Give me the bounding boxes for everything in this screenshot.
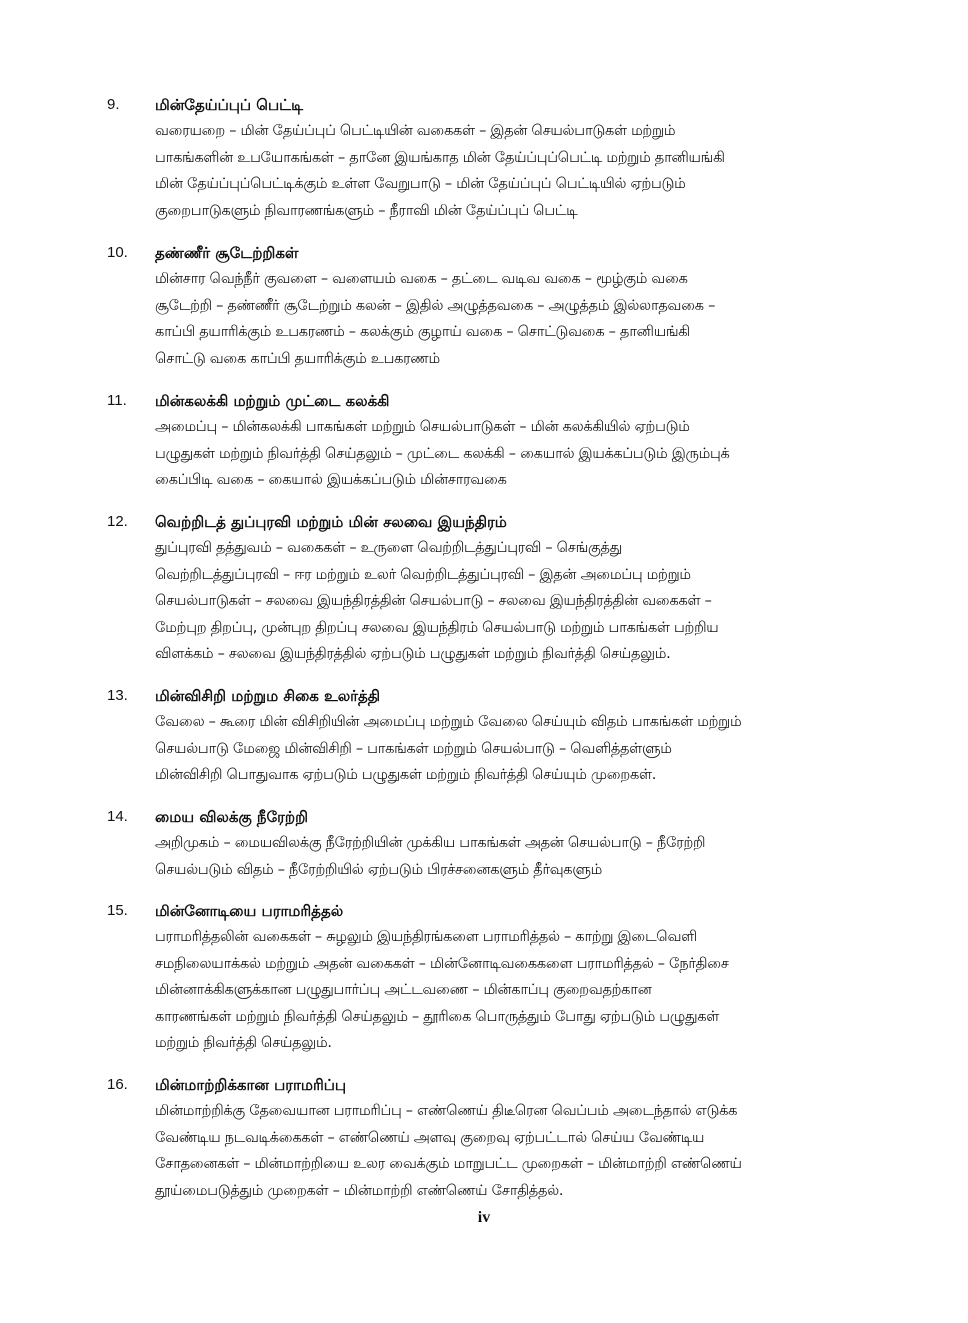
section-number: 14. [107, 808, 128, 825]
section-number: 10. [107, 244, 128, 261]
body-line: மேற்புற திறப்பு, முன்புற திறப்பு சலவை இயந்திரம் செயல்பாடு மற்றும் பாகங்கள் பற்றிய [155, 619, 719, 636]
section-body [155, 709, 863, 789]
body-line: மின்மாற்றிக்கு தேவையான பராமரிப்பு – எண்ணெய் திடீரென வெப்பம் அடைந்தால் எடுக்க [155, 1103, 738, 1119]
body-line: அறிமுகம் – மையவிலக்கு நீரேற்றியின் முக்கிய பாகங்கள் அதன் செயல்பாடு – நீரேற்றி [155, 835, 706, 851]
body-line: மின் தேய்ப்புப்பெட்டிக்கும் உள்ள வேறுபாடு – மின் தேய்ப்புப் பெட்டியில் ஏற்படும் [155, 176, 686, 192]
section-number: 12. [107, 513, 128, 530]
body-line: அமைப்பு – மின்கலக்கி பாகங்கள் மற்றும் செயல்பாடுகள் – மின் கலக்கியில் ஏற்படும் [155, 419, 690, 435]
body-line: வரையறை – மின் தேய்ப்புப் பெட்டியின் வகைகள் – இதன் செயல்பாடுகள் மற்றும் [155, 123, 676, 139]
body-line: பராமரித்தலின் வகைகள் – சுழலும் இயந்திரங்களை பராமரித்தல் – காற்று இடைவெளி [155, 929, 697, 945]
section-number: 13. [107, 687, 128, 704]
body-line: விளக்கம் – சலவை இயந்திரத்தில் ஏற்படும் பழுதுகள் மற்றும் நிவர்த்தி செய்தலும். [155, 646, 671, 662]
section-body [155, 830, 863, 883]
section-title: மின்கலக்கி மற்றும் முட்டை கலக்கி [155, 392, 390, 410]
page-number: iv [477, 1209, 491, 1226]
body-line: செயல்பாடு மேஜை மின்விசிறி – பாகங்கள் மற்றும் செயல்பாடு – வெளித்தள்ளும் [155, 740, 672, 757]
section-title: வெற்றிடத் துப்புரவி மற்றும் மின் சலவை இயந்திரம் [155, 513, 507, 531]
section-body [155, 924, 863, 1057]
body-line: குறைபாடுகளும் நிவாரணங்களும் – நீராவி மின் தேய்ப்புப் பெட்டி [155, 202, 578, 219]
section-body [155, 118, 863, 224]
section-title: மின்னோடியை பராமரித்தல் [155, 902, 344, 920]
body-line: பழுதுகள் மற்றும் நிவர்த்தி செய்தலும் – முட்டை கலக்கி – கையால் இயக்கப்படும் இரும்புக் [155, 445, 730, 462]
section-title: மின்மாற்றிக்கான பராமரிப்பு [155, 1076, 347, 1094]
body-line: வெற்றிடத்துப்புரவி – ஈர மற்றும் உலர் வெற்றிடத்துப்புரவி – இதன் அமைப்பு மற்றும் [155, 566, 691, 583]
body-line: தூய்மைபடுத்தும் முறைகள் – மின்மாற்றி எண்ணெய் சோதித்தல். [155, 1182, 564, 1199]
body-line: மின்னாக்கிகளுக்கான பழுதுபார்ப்பு அட்டவணை – மின்காப்பு குறைவதற்கான [155, 982, 652, 998]
section-number: 11. [107, 392, 127, 409]
section-body [155, 414, 863, 494]
body-line: மற்றும் நிவர்த்தி செய்தலும். [155, 1035, 332, 1051]
section-body [155, 266, 863, 372]
section-body [155, 1098, 863, 1204]
section-title: மைய விலக்கு நீரேற்றி [155, 808, 309, 826]
section-number: 9. [107, 96, 120, 113]
section-title: தண்ணீர் சூடேற்றிகள் [155, 244, 299, 262]
body-line: வேலை – கூரை மின் விசிறியின் அமைப்பு மற்றும் வேலை செய்யும் விதம் பாகங்கள் மற்றும் [155, 714, 742, 730]
body-line: பாகங்களின் உபயோகங்கள் – தானே இயங்காத மின் தேய்ப்புப்பெட்டி மற்றும் தானியங்கி [155, 149, 725, 166]
body-line: சூடேற்றி – தண்ணீர் சூடேற்றும் கலன் – இதில் அழுத்தவகை – அழுத்தம் இல்லாதவகை – [155, 297, 716, 314]
section-number: 15. [107, 902, 128, 919]
body-line: சோதனைகள் – மின்மாற்றியை உலர வைக்கும் மாறுபட்ட முறைகள் – மின்மாற்றி எண்ணெய் [155, 1156, 742, 1172]
body-line: செயல்பாடுகள் – சலவை இயந்திரத்தின் செயல்பாடு – சலவை இயந்திரத்தின் வகைகள் – [155, 593, 712, 609]
section-title: மின்விசிறி மற்றும சிகை உலர்த்தி [155, 687, 381, 705]
body-line: மின்விசிறி பொதுவாக ஏற்படும் பழுதுகள் மற்றும் நிவர்த்தி செய்யும் முறைகள். [155, 767, 657, 783]
body-line: கைப்பிடி வகை – கையால் இயக்கப்படும் மின்சாரவகை [155, 472, 507, 488]
section-number: 16. [107, 1076, 128, 1093]
section-title: மின்தேய்ப்புப் பெட்டி [155, 96, 304, 114]
body-line: சொட்டு வகை காப்பி தயாரிக்கும் உபகரணம் [155, 350, 440, 367]
body-line: மின்சார வெந்நீர் குவளை – வளையம் வகை – தட்டை வடிவ வகை – மூழ்கும் வகை [155, 271, 688, 287]
body-line: செயல்படும் விதம் – நீரேற்றியில் ஏற்படும் பிரச்சனைகளும் தீர்வுகளும் [155, 861, 603, 878]
body-line: வேண்டிய நடவடிக்கைகள் – எண்ணெய் அளவு குறைவு ஏற்பட்டால் செய்ய வேண்டிய [155, 1129, 705, 1146]
section-body [155, 535, 863, 668]
body-line: துப்புரவி தத்துவம் – வகைகள் – உருளை வெற்றிடத்துப்புரவி – செங்குத்து [155, 540, 622, 556]
body-line: காப்பி தயாரிக்கும் உபகரணம் – கலக்கும் குழாய் வகை – சொட்டுவகை – தானியங்கி [155, 324, 690, 340]
body-line: சமநிலையாக்கல் மற்றும் அதன் வகைகள் – மின்னோடிவகைகளை பராமரித்தல் – நேர்திசை [155, 955, 729, 972]
body-line: காரணங்கள் மற்றும் நிவர்த்தி செய்தலும் – தூரிகை பொருத்தும் போது ஏற்படும் பழுதுகள் [155, 1008, 719, 1025]
